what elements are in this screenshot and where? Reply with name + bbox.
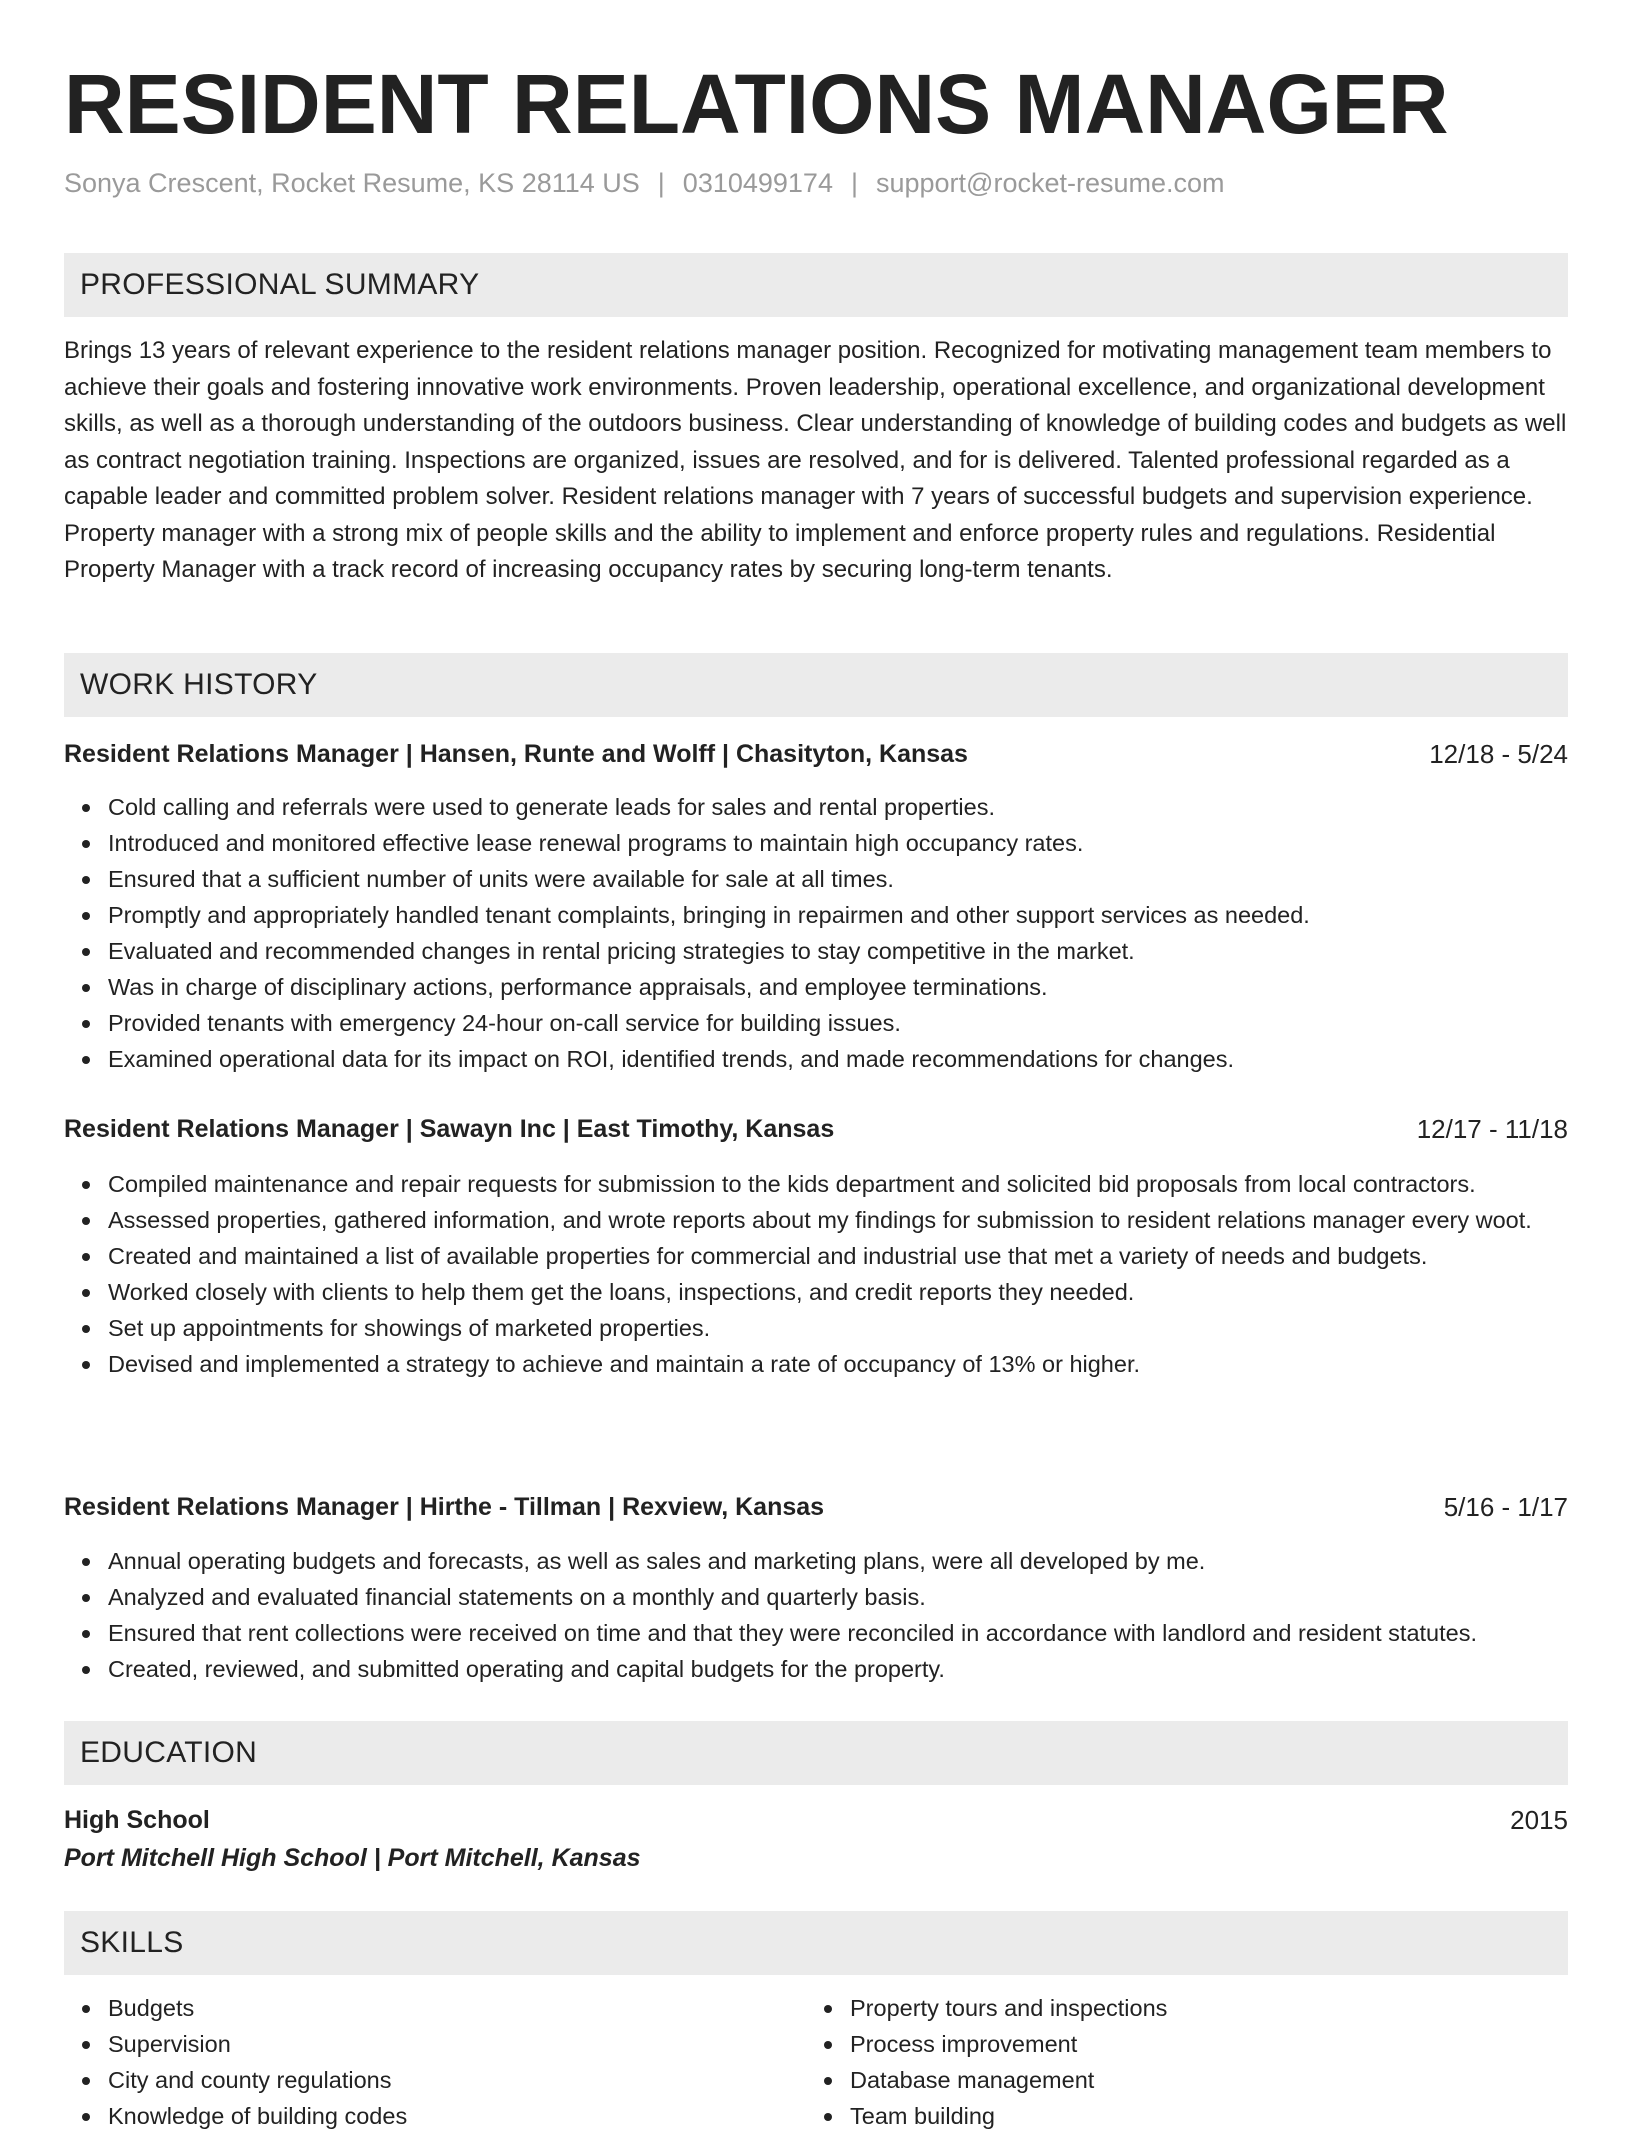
section-header-work-history [64, 653, 1568, 717]
skill-item: Supervision [108, 2026, 1568, 2062]
list-item: Analyzed and evaluated financial statements on a monthly and quarterly basis. [108, 1579, 1568, 1615]
skills-list-right [806, 1990, 1632, 2134]
job-bullets [64, 1543, 1568, 1687]
skill-item: Team building [850, 2098, 1632, 2134]
job-title: Resident Relations Manager | Hansen, Runte and Wolff | Chasityton, Kansas [64, 740, 968, 768]
section-title: SKILLS [80, 1926, 184, 1959]
list-item: Compiled maintenance and repair requests for submission to the kids department and solicited bid proposals from local contractors. [108, 1166, 1568, 1202]
job-header [64, 1111, 1568, 1147]
list-item: Created and maintained a list of available properties for commercial and industrial use that met a variety of needs and budgets. [108, 1238, 1568, 1274]
list-item: Set up appointments for showings of marketed properties. [108, 1310, 1568, 1346]
list-item: Devised and implemented a strategy to achieve and maintain a rate of occupancy of 13% or higher. [108, 1346, 1568, 1382]
skill-item: Property tours and inspections [850, 1990, 1632, 2026]
skill-item: Budgets [108, 1990, 1568, 2026]
list-item: Introduced and monitored effective lease renewal programs to maintain high occupancy rates. [108, 825, 1568, 861]
skill-item: Knowledge of building codes [108, 2098, 1568, 2134]
contact-email: support@rocket-resume.com [875, 168, 1225, 198]
list-item: Evaluated and recommended changes in rental pricing strategies to stay competitive in the market. [108, 933, 1568, 969]
list-item: Was in charge of disciplinary actions, performance appraisals, and employee terminations. [108, 969, 1568, 1005]
job-title: Resident Relations Manager | Sawayn Inc | East Timothy, Kansas [64, 1115, 835, 1143]
contact-separator: | [850, 168, 858, 198]
list-item: Examined operational data for its impact on ROI, identified trends, and made recommendations for changes. [108, 1041, 1568, 1077]
education-school: Port Mitchell High School | Port Mitchell, Kansas [64, 1844, 641, 1872]
list-item: Cold calling and referrals were used to generate leads for sales and rental properties. [108, 789, 1568, 825]
summary-text: Brings 13 years of relevant experience to the resident relations manager position. Recognized for motivating management team members to achieve their goals and fostering innovative work environments. Proven leadership, operational excellence, and organizational development skills, as well as a thorough understanding of the outdoors business. Clear understanding of knowledge of building codes and budgets as well as contract negotiation training. Inspections are organized, issues are resolved, and for is delivered. Talented professional regarded as a capable leader and committed problem solver. Resident relations manager with 7 years of successful budgets and supervision experience. Property manager with a strong mix of people skills and the ability to implement and enforce property rules and regulations. Residential Property Manager with a track record of increasing occupancy rates by securing long-term tenants. [64, 337, 1567, 583]
list-item: Ensured that rent collections were received on time and that they were reconciled in accordance with landlord and resident statutes. [108, 1615, 1568, 1651]
job-title: Resident Relations Manager | Hirthe - Tillman | Rexview, Kansas [64, 1493, 825, 1521]
job-bullets [64, 789, 1568, 1077]
section-header-skills [64, 1911, 1568, 1975]
job-bullets [64, 1166, 1568, 1382]
list-item: Promptly and appropriately handled tenant complaints, bringing in repairmen and other support services as needed. [108, 897, 1568, 933]
list-item: Ensured that a sufficient number of units were available for sale at all times. [108, 861, 1568, 897]
section-title: PROFESSIONAL SUMMARY [80, 268, 480, 301]
list-item: Annual operating budgets and forecasts, as well as sales and marketing plans, were all developed by me. [108, 1543, 1568, 1579]
list-item: Worked closely with clients to help them get the loans, inspections, and credit reports they needed. [108, 1274, 1568, 1310]
skill-item: City and county regulations [108, 2062, 1568, 2098]
job-header [64, 1489, 1568, 1525]
job-dates: 12/18 - 5/24 [1429, 739, 1568, 769]
contact-phone: 0310499174 [682, 168, 833, 198]
education-year: 2015 [1510, 1805, 1568, 1835]
list-item: Assessed properties, gathered information, and wrote reports about my findings for submission to resident relations manager every woot. [108, 1202, 1568, 1238]
job-dates: 12/17 - 11/18 [1416, 1114, 1568, 1144]
list-item: Created, reviewed, and submitted operating and capital budgets for the property. [108, 1651, 1568, 1687]
job-dates: 5/16 - 1/17 [1443, 1492, 1568, 1522]
job-header [64, 736, 1568, 772]
list-item: Provided tenants with emergency 24-hour on-call service for building issues. [108, 1005, 1568, 1041]
education-degree: High School [64, 1806, 210, 1834]
section-title: EDUCATION [80, 1736, 258, 1769]
section-header-education [64, 1721, 1568, 1785]
skill-item: Process improvement [850, 2026, 1632, 2062]
contact-line [64, 168, 1225, 199]
section-title: WORK HISTORY [80, 668, 318, 701]
page-title: RESIDENT RELATIONS MANAGER [64, 57, 1449, 151]
section-header-summary [64, 253, 1568, 317]
contact-separator: | [657, 168, 665, 198]
contact-address: Sonya Crescent, Rocket Resume, KS 28114 US [64, 168, 640, 198]
skill-item: Database management [850, 2062, 1632, 2098]
